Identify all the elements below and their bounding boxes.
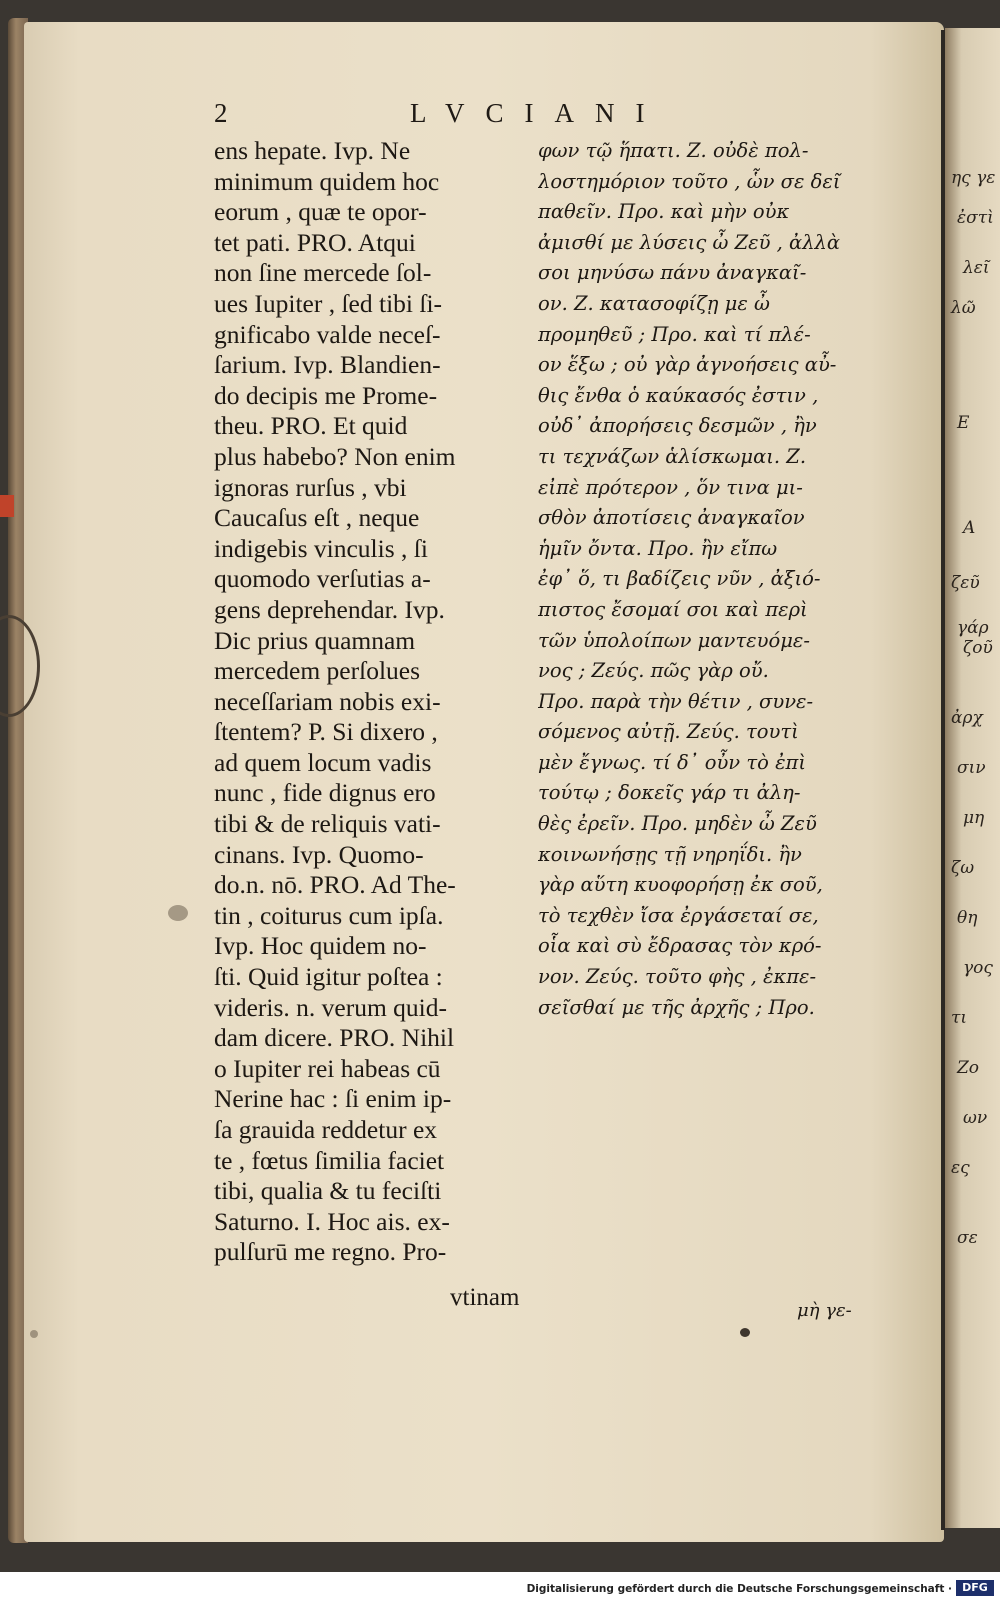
facing-page-fragment: ἀρχ xyxy=(951,708,983,728)
facing-page-fragment: ων xyxy=(963,1108,988,1128)
latin-column xyxy=(214,136,524,1268)
latin-text-line: pulſurū me regno. Pro- xyxy=(214,1237,447,1267)
dfg-logo: DFG xyxy=(956,1580,994,1596)
greek-text-line: τούτῳ ; δοκεῖς γάρ τι ἀλη- xyxy=(538,781,801,805)
latin-text-line: ues Iupiter , ſed tibi ſi- xyxy=(214,288,443,318)
facing-page-fragment: Ε xyxy=(957,413,970,433)
greek-text-line: γὰρ αὕτη κυοφορήσῃ ἐκ σοῦ, xyxy=(538,873,823,897)
facing-page-fragment: σιν xyxy=(957,758,986,778)
latin-text-line: o Iupiter rei habeas cū xyxy=(214,1053,441,1083)
latin-text-line: gnificabo valde neceſ- xyxy=(214,319,441,349)
facing-page-fragment: λῶ xyxy=(951,298,976,318)
facing-page-fragment: λεῖ xyxy=(963,258,990,278)
greek-text-line: ἀμισθί με λύσεις ὦ Ζεῦ , ἀλλὰ xyxy=(538,230,841,254)
greek-text-line: Προ. παρὰ τὴν θέτιν , συνε- xyxy=(538,689,814,713)
latin-text-line: ſa grauida reddetur ex xyxy=(214,1115,438,1144)
latin-text-line: theu. PRO. Et quid xyxy=(214,411,408,441)
greek-text-line: ἡμῖν ὄντα. Προ. ἢν εἴπω xyxy=(538,536,778,560)
greek-text-line: φων τῷ ἥπατι. Ζ. οὐδὲ πολ- xyxy=(538,139,809,162)
latin-text-line: ſarium. Ivp. Blandien- xyxy=(214,350,441,380)
facing-page-fragment: μη xyxy=(963,808,985,828)
greek-text-line: λοστημόριον τοῦτο , ὧν σε δεῖ xyxy=(538,169,841,193)
greek-text-line: παθεῖν. Προ. καὶ μὴν οὐκ xyxy=(538,200,790,224)
facing-page-fragment: ζω xyxy=(951,858,975,878)
facing-page-fragment: τι xyxy=(951,1008,968,1028)
greek-text-line: σθὸν ἀποτίσεις ἀναγκαῖον xyxy=(538,506,805,530)
facing-page-fragment: ἐστὶ xyxy=(957,208,994,228)
facing-page-fragment: ες xyxy=(951,1158,970,1178)
greek-column xyxy=(538,136,886,1023)
greek-text-line: θις ἔνθα ὁ καύκασός ἐστιν , xyxy=(538,383,819,407)
facing-page-fragment: Α xyxy=(963,518,976,538)
latin-text-line: minimum quidem hoc xyxy=(214,166,440,196)
greek-text-line: σεῖσθαί με τῆς ἀρχῆς ; Προ. xyxy=(538,995,815,1019)
bookmark-ribbon xyxy=(0,495,14,517)
facing-page-fragment: σε xyxy=(957,1228,978,1248)
facing-page-strip xyxy=(945,28,1000,1528)
latin-text-line: Caucaſus eſt , neque xyxy=(214,503,420,533)
greek-text-line: εἰπὲ πρότερον , ὅν τινα μι- xyxy=(538,475,803,499)
latin-text-line: ignoras rurſus , vbi xyxy=(214,472,407,502)
latin-text-line: ſtentem? P. Si dixero , xyxy=(214,717,438,747)
latin-text-line: dam dicere. PRO. Nihil xyxy=(214,1023,455,1053)
page-header xyxy=(210,98,710,134)
greek-text-line: νος ; Ζεύς. πῶς γὰρ οὔ. xyxy=(538,659,769,683)
greek-text-line: προμηθεῦ ; Προ. καὶ τί πλέ- xyxy=(538,322,811,346)
greek-text-line: σόμενος αὐτῇ. Ζεύς. τουτὶ xyxy=(538,720,799,744)
latin-text-line: eorum , quæ te opor- xyxy=(214,197,427,227)
latin-catchword: vtinam xyxy=(450,1284,520,1311)
latin-text-line: plus habebo? Non enim xyxy=(214,441,456,471)
greek-text-line: οὐδ᾽ ἀπορήσεις δεσμῶν , ἢν xyxy=(538,414,817,438)
facing-page-fragment: Ζο xyxy=(957,1058,980,1078)
latin-text-line: te , fœtus ſimilia faciet xyxy=(214,1145,445,1175)
facing-page-fragment: γάρ xyxy=(957,618,989,638)
greek-text-line: ἐφ᾽ ὅ, τι βαδίζεις νῦν , ἀξιό- xyxy=(538,567,821,591)
latin-text-line: gens deprehendar. Ivp. xyxy=(214,594,445,624)
latin-text-line: tibi, qualia & tu feciſti xyxy=(214,1176,442,1206)
latin-text-line: ſti. Quid igitur poſtea : xyxy=(214,962,443,992)
latin-text-line: tin , coiturus cum ipſa. xyxy=(214,900,444,930)
latin-text-line: Saturno. I. Hoc ais. ex- xyxy=(214,1206,450,1236)
greek-text-line: οἷα καὶ σὺ ἔδρασας τὸν κρό- xyxy=(538,934,822,958)
latin-text-line: Ivp. Hoc quidem no- xyxy=(214,931,427,961)
greek-text-line: τὸ τεχθὲν ἴσα ἐργάσεταί σε, xyxy=(538,903,819,927)
latin-text-line: indigebis vinculis , ſi xyxy=(214,533,428,563)
footer-credit: Digitalisierung gefördert durch die Deutsche Forschungsgemeinschaft · xyxy=(526,1583,952,1595)
greek-catchword: μὴ γε- xyxy=(797,1300,852,1321)
latin-text-line: mercedem perſolues xyxy=(214,656,421,686)
latin-text-line: ad quem locum vadis xyxy=(214,747,432,777)
latin-text-line: quomodo verſutias a- xyxy=(214,564,431,594)
facing-page-fragment: ης γε xyxy=(951,168,996,188)
page-number: 2 xyxy=(214,98,228,128)
greek-text-line: νον. Ζεύς. τοῦτο φὴς , ἐκπε- xyxy=(538,965,817,989)
ink-dot xyxy=(740,1328,750,1337)
greek-text-line: τι τεχνάζων ἁλίσκωμαι. Ζ. xyxy=(538,444,807,468)
greek-text-line: ον. Ζ. κατασοφίζῃ με ὦ xyxy=(538,291,770,315)
latin-text-line: Dic prius quamnam xyxy=(214,625,416,655)
facing-page-fragment: ζεῦ xyxy=(951,573,980,593)
latin-text-line: do decipis me Prome- xyxy=(214,380,438,410)
greek-text-line: σοι μηνύσω πάνυ ἀναγκαῖ- xyxy=(538,261,807,285)
facing-page-fragment: θη xyxy=(957,908,978,928)
greek-text-line: τῶν ὑπολοίπων μαντευόμε- xyxy=(538,628,810,652)
facing-page-fragment: γος xyxy=(963,958,993,978)
latin-text-line: cinans. Ivp. Quomo- xyxy=(214,839,424,869)
running-head: LVCIANI xyxy=(410,98,666,128)
latin-text-line: nunc , fide dignus ero xyxy=(214,778,436,808)
latin-text-line: videris. n. verum quid- xyxy=(214,992,447,1022)
ink-blot xyxy=(168,905,188,921)
latin-text-line: tibi & de reliquis vati- xyxy=(214,809,441,839)
greek-text-line: θὲς ἐρεῖν. Προ. μηδὲν ὦ Ζεῦ xyxy=(538,812,817,836)
latin-text-line: ens hepate. Ivp. Ne xyxy=(214,136,411,165)
latin-text-line: Nerine hac : ſi enim ip- xyxy=(214,1084,452,1114)
latin-text-line: neceſſariam nobis exi- xyxy=(214,686,441,716)
latin-text-line: do.n. nō. PRO. Ad The- xyxy=(214,870,456,900)
greek-text-line: μὲν ἔγνως. τί δ᾽ οὖν τὸ ἐπὶ xyxy=(538,750,807,774)
greek-text-line: ον ἕξω ; οὐ γὰρ ἀγνοήσεις αὖ- xyxy=(538,353,837,377)
latin-text-line: non ſine mercede ſol- xyxy=(214,258,432,288)
facing-page-fragment: ζοῦ xyxy=(963,638,993,658)
ink-dot xyxy=(30,1330,38,1338)
latin-text-line: tet pati. PRO. Atqui xyxy=(214,227,416,257)
greek-text-line: πιστος ἔσομαί σοι καὶ περὶ xyxy=(538,597,808,621)
digitization-footer xyxy=(0,1574,1000,1605)
greek-text-line: κοινωνήσῃς τῇ νηρηΐδι. ἢν xyxy=(538,842,802,866)
